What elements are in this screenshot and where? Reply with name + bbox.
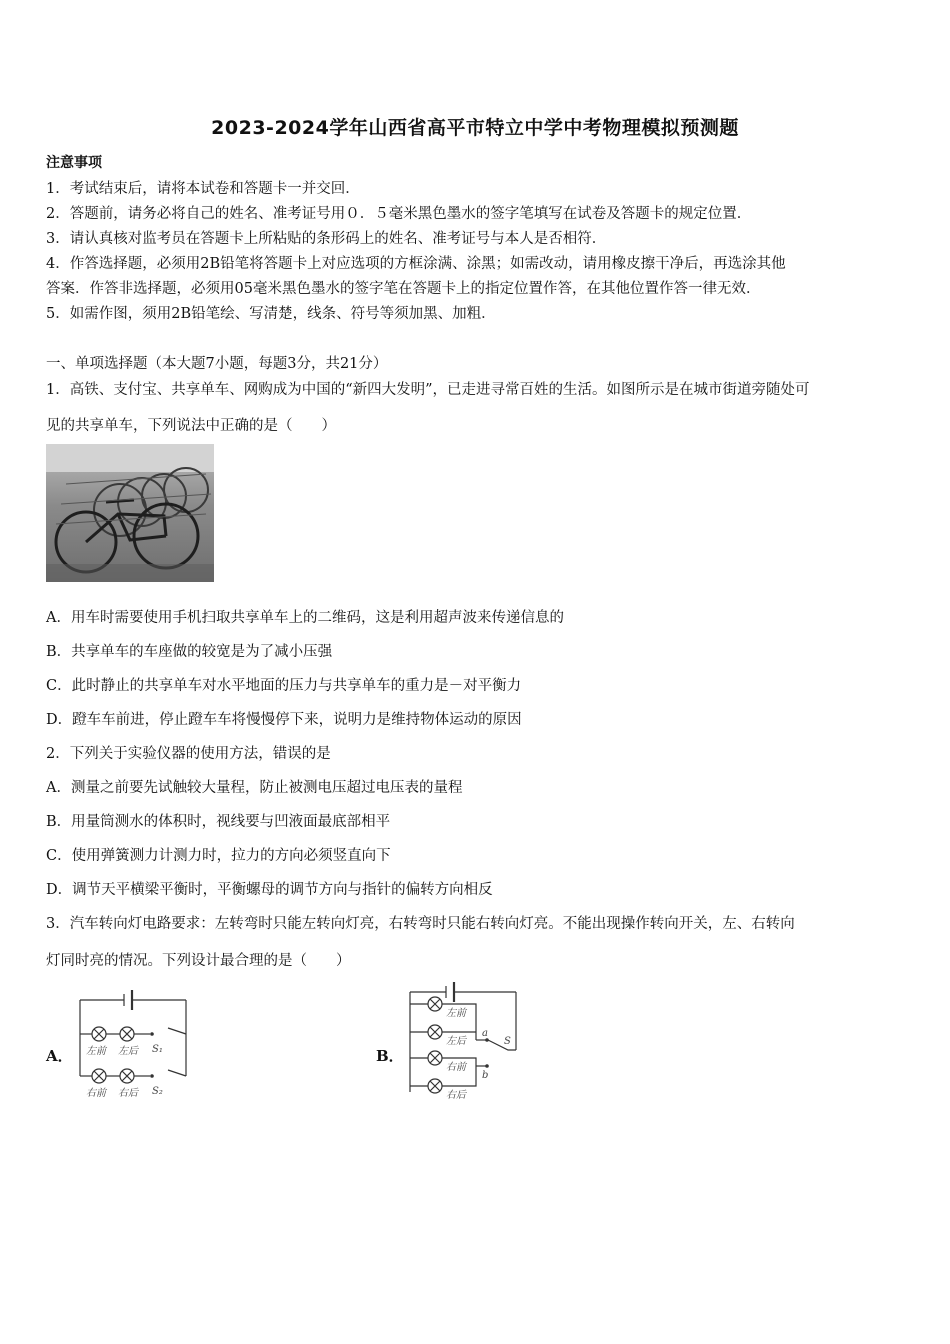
- notice-item: 3．请认真核对监考员在答题卡上所粘贴的条形码上的姓名、准考证号与本人是否相符．: [46, 231, 607, 247]
- q2-option-a: A．测量之前要先试触较大量程，防止被测电压超过电压表的量程: [46, 780, 463, 796]
- q1-option-a: A．用车时需要使用手机扫取共享单车上的二维码，这是利用超声波来传递信息的: [46, 610, 564, 626]
- circuit-a-lamp-label: 右前: [86, 1088, 106, 1099]
- circuit-a-diagram: [74, 986, 192, 1102]
- circuit-b-diagram: [404, 982, 522, 1104]
- circuit-b-lamp-label: 左后: [446, 1036, 466, 1047]
- q3-stem: 3．汽车转向灯电路要求：左转弯时只能左转向灯亮，右转弯时只能右转向灯亮。不能出现操作转向开关，左、右转向: [46, 916, 795, 932]
- q2-option-b: B．用量筒测水的体积时，视线要与凹液面最底部相平: [46, 814, 391, 830]
- q3-option-a-label: A．: [46, 1047, 73, 1065]
- q1-option-d: D．蹬车车前进，停止蹬车车将慢慢停下来，说明力是维持物体运动的原因: [46, 712, 522, 728]
- circuit-b-lamp-label: 右后: [446, 1090, 466, 1101]
- q2-option-d: D．调节天平横梁平衡时，平衡螺母的调节方向与指针的偏转方向相反: [46, 882, 493, 898]
- circuit-a-lamp-label: 左前: [86, 1046, 106, 1057]
- page-title: 2023-2024学年山西省高平市特立中学中考物理模拟预测题: [211, 117, 739, 139]
- q1-stem: 1．高铁、支付宝、共享单车、网购成为中国的“新四大发明”，已走进寻常百姓的生活。如图所示是在城市街道旁随处可: [46, 382, 810, 398]
- circuit-b-switch-label: S: [504, 1036, 511, 1047]
- circuit-b-contact-label: a: [482, 1028, 488, 1039]
- bicycle-photo: [46, 444, 214, 582]
- notice-item: 5．如需作图，须用2B铅笔绘、写清楚，线条、符号等须加黑、加粗．: [46, 306, 496, 322]
- notice-item: 2．答题前，请务必将自己的姓名、准考证号用０．５毫米黑色墨水的签字笔填写在试卷及答题卡的规定位置．: [46, 206, 752, 222]
- notice-item: 答案．作答非选择题，必须用05毫米黑色墨水的签字笔在答题卡上的指定位置作答，在其他位置作答一律无效．: [46, 281, 761, 297]
- notice-item: 1．考试结束后，请将本试卷和答题卡一并交回．: [46, 181, 360, 197]
- q1-option-b: B．共享单车的车座做的较宽是为了减小压强: [46, 644, 333, 660]
- circuit-b-lamp-label: 右前: [446, 1062, 466, 1073]
- circuit-a-switch-label: S₁: [152, 1044, 163, 1055]
- notice-item: 4．作答选择题，必须用2B铅笔将答题卡上对应选项的方框涂满、涂黑；如需改动，请用橡皮擦干净后，再选涂其他: [46, 256, 786, 272]
- q1-option-c: C．此时静止的共享单车对水平地面的压力与共享单车的重力是－对平衡力: [46, 678, 522, 694]
- circuit-b-lamp-label: 左前: [446, 1008, 466, 1019]
- q3-stem: 灯同时亮的情况。下列设计最合理的是（ ）: [46, 953, 351, 969]
- circuit-a-lamp-label: 右后: [118, 1088, 138, 1099]
- circuit-a-lamp-label: 左后: [118, 1046, 138, 1057]
- circuit-b-contact-label: b: [482, 1070, 489, 1081]
- q1-stem: 见的共享单车，下列说法中正确的是（ ）: [46, 418, 336, 434]
- q2-stem: 2．下列关于实验仪器的使用方法，错误的是: [46, 746, 331, 762]
- q2-option-c: C．使用弹簧测力计测力时，拉力的方向必须竖直向下: [46, 848, 391, 864]
- section-heading: 一、单项选择题（本大题7小题，每题3分，共21分）: [46, 356, 388, 372]
- notice-heading: 注意事项: [46, 155, 102, 171]
- circuit-a-switch-label: S₂: [152, 1086, 163, 1097]
- q3-option-b-label: B．: [376, 1047, 404, 1065]
